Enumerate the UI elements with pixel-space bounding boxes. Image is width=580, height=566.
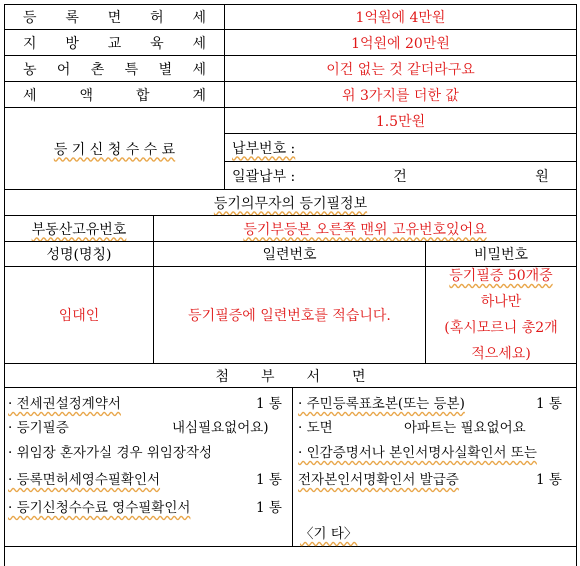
attachment-count: 1 통	[256, 396, 282, 412]
label-char: 합	[135, 87, 150, 104]
column-header-password: 비밀번호	[473, 247, 529, 263]
label-char: 계	[192, 87, 206, 104]
property-id-value: 등기부등본 오른쪽 맨위 고유번호있어요	[243, 221, 487, 238]
property-id-label: 부동산고유번호	[31, 221, 127, 238]
attachment-note: 내심필요없어요)	[172, 420, 269, 436]
attachment-count: 1 통	[256, 472, 282, 488]
attachment-name: · 전세권설정계약서	[8, 396, 121, 412]
label-char: 촌	[90, 61, 105, 78]
label-char: 세	[192, 61, 206, 78]
label-char: 액	[79, 87, 94, 104]
payment-number-label: 납부번호 :	[232, 140, 296, 157]
fee-label-rural-special-tax	[5, 56, 224, 81]
title-char: 서	[306, 368, 320, 385]
attachment-count: 1 통	[536, 472, 562, 488]
attachment-count: 1 통	[256, 500, 282, 516]
label-char: 교	[107, 35, 122, 52]
fee-value-tax-total: 위 3가지를 더한 값	[342, 87, 459, 104]
fee-value-rural-special-tax: 이건 없는 것 같더라구요	[326, 61, 475, 78]
attachment-item	[8, 391, 121, 413]
label-char: 별	[158, 61, 173, 78]
password-note-line: (혹시모르니 총2개	[444, 320, 558, 336]
other-label-text: 〈기 타〉	[300, 526, 358, 542]
attachments-title	[5, 364, 576, 387]
obligor-section-title	[5, 190, 576, 215]
label-char: 어	[56, 61, 71, 78]
label-char: 허	[150, 10, 164, 26]
attachment-name: · 주민등록표초본(또는 등본)	[298, 396, 465, 412]
attachment-item	[8, 495, 190, 517]
fee-label-education-tax	[5, 30, 224, 55]
attachment-name: · 도면	[298, 420, 333, 436]
obligor-section-title-text: 등기의무자의 등기필정보	[213, 195, 368, 212]
obligor-name: 임대인	[58, 308, 100, 324]
attachment-item	[8, 415, 69, 437]
attachment-item	[8, 467, 160, 489]
label-char: 특	[124, 61, 139, 78]
label-char: 지	[23, 35, 37, 52]
other-attachments-label	[300, 521, 357, 543]
column-header-serial: 일련번호	[262, 247, 317, 263]
label-char: 면	[107, 10, 122, 26]
attachment-name: 전자본인서명확인서 발급증	[298, 472, 459, 488]
bulk-payment-count-unit: 건	[393, 168, 407, 185]
attachment-name: · 인감증명서나 본인서명사실확인서 또는	[298, 445, 537, 461]
password-note-line: 적으세요)	[471, 346, 531, 362]
border-line	[292, 387, 293, 546]
title-char: 부	[260, 368, 275, 385]
fee-value-education-tax: 1억원에 20만원	[351, 35, 450, 52]
title-char: 면	[351, 368, 366, 385]
attachment-item	[298, 467, 459, 489]
label-char: 농	[23, 61, 37, 78]
password-note	[426, 267, 576, 363]
attachment-item	[298, 391, 465, 413]
column-header-name: 성명(명칭)	[46, 247, 112, 263]
label-char: 세	[192, 35, 206, 52]
bulk-payment-amount-unit: 원	[535, 168, 549, 185]
label-char: 등	[23, 10, 37, 26]
title-char: 첨	[215, 368, 230, 385]
label-char: 방	[65, 35, 79, 52]
label-char: 록	[65, 10, 79, 26]
attachments-title-text	[216, 366, 366, 386]
fee-label-tax-total	[5, 82, 224, 107]
bulk-payment-label: 일괄납부 :	[232, 168, 296, 185]
attachment-note: 아파트는 필요없어요	[404, 420, 526, 436]
registration-fee-amount: 1.5만원	[375, 113, 426, 130]
label-char: 육	[150, 35, 164, 52]
border-line	[576, 4, 577, 566]
registration-fee-label: 등 기 신 청 수 수 료	[53, 141, 176, 158]
registration-serial-note: 등기필증에 일련번호를 적습니다.	[188, 308, 391, 324]
fee-value-registration-tax: 1억원에 4만원	[355, 10, 446, 26]
attachment-name: · 등록면허세영수필확인서	[8, 472, 161, 488]
attachment-item	[298, 440, 537, 462]
password-note-line: 하나만	[480, 294, 522, 310]
attachment-item	[298, 415, 333, 437]
attachment-item	[8, 440, 212, 462]
attachment-count: 1 통	[536, 396, 562, 412]
attachment-name: · 위임장 혼자가실 경우 위임장작성	[8, 445, 213, 461]
label-char: 세	[192, 10, 206, 26]
password-note-line: 등기필증 50개중	[449, 268, 553, 284]
border-line	[4, 387, 576, 388]
fee-label-registration-tax	[5, 5, 224, 29]
attachment-name: · 등기필증	[8, 420, 69, 436]
attachment-name: · 등기신청수수료 영수필확인서	[8, 500, 191, 516]
label-char: 세	[23, 87, 37, 104]
payment-number-field[interactable]	[232, 134, 572, 161]
border-line	[4, 546, 576, 547]
